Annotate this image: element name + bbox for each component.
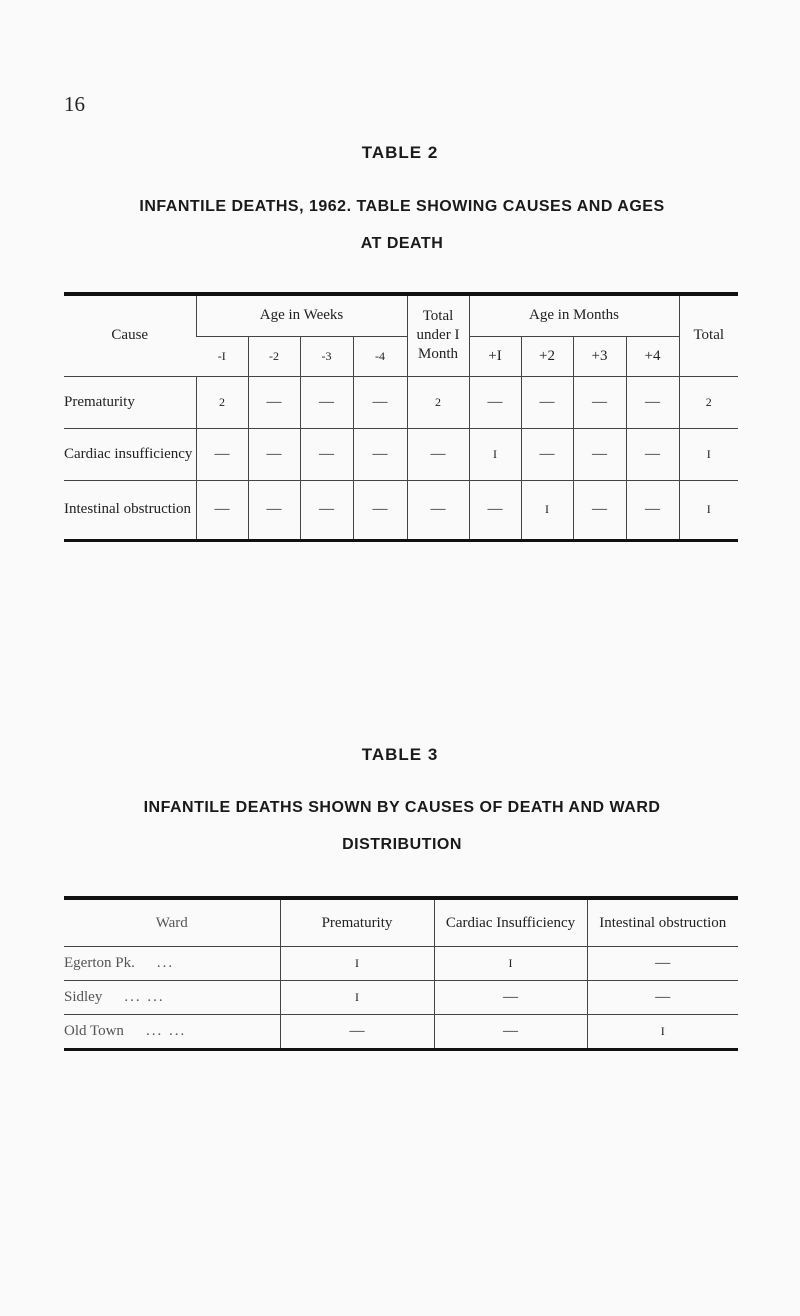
week-col: -4 — [353, 336, 407, 376]
week-col: -I — [196, 336, 248, 376]
table3-label: TABLE 3 — [361, 745, 439, 764]
ward-name: Sidley — [64, 989, 103, 1005]
causes-ages-table — [64, 292, 738, 542]
data-cell: — — [300, 480, 353, 540]
data-cell: — — [353, 376, 407, 428]
data-cell: — — [248, 376, 300, 428]
cause-cell: Intestinal obstruction — [64, 480, 196, 540]
data-cell: — — [248, 428, 300, 480]
header-cause: Cause — [64, 294, 196, 376]
data-cell: — — [300, 428, 353, 480]
header-ward: Ward — [64, 898, 280, 947]
header-cardiac: Cardiac Insufficiency — [434, 898, 587, 947]
data-cell: I — [280, 947, 434, 981]
data-cell: 2 — [196, 376, 248, 428]
header-total-under-month: Total under I Month — [407, 294, 469, 376]
table-row — [64, 1015, 738, 1050]
leader-dots: ... ... — [124, 989, 165, 1005]
data-cell: — — [469, 480, 521, 540]
month-col: +4 — [626, 336, 679, 376]
data-cell: — — [353, 428, 407, 480]
data-cell: — — [353, 480, 407, 540]
data-cell: — — [573, 376, 626, 428]
week-col: -3 — [300, 336, 353, 376]
data-cell: — — [434, 1015, 587, 1050]
cause-cell: Prematurity — [64, 376, 196, 428]
ward-cell — [64, 1015, 280, 1050]
table2-label: TABLE 2 — [361, 143, 439, 162]
table2-caption — [62, 188, 742, 262]
data-cell: — — [521, 428, 573, 480]
data-cell: I — [434, 947, 587, 981]
leader-dots: ... ... — [145, 1023, 187, 1039]
table-row — [64, 376, 738, 428]
data-cell: — — [587, 981, 738, 1015]
table2-caption-line1: INFANTILE DEATHS, 1962. TABLE SHOWING CAUSES AND AGES — [139, 198, 665, 215]
data-cell: I — [280, 981, 434, 1015]
data-cell: — — [573, 480, 626, 540]
ward-name: Old Town — [64, 1023, 124, 1039]
header-intestinal: Intestinal obstruction — [587, 898, 738, 947]
data-cell: I — [679, 480, 738, 540]
data-cell: — — [626, 428, 679, 480]
header-prematurity: Prematurity — [280, 898, 434, 947]
data-cell: — — [280, 1015, 434, 1050]
data-cell: 2 — [679, 376, 738, 428]
table-row — [64, 428, 738, 480]
ward-distribution-table — [64, 896, 738, 1051]
data-cell: — — [248, 480, 300, 540]
ward-name: Egerton Pk. — [64, 955, 135, 971]
table-row — [64, 480, 738, 540]
data-cell: — — [196, 480, 248, 540]
data-cell: — — [573, 428, 626, 480]
data-cell: — — [434, 981, 587, 1015]
ward-cell — [64, 981, 280, 1015]
header-age-weeks: Age in Weeks — [196, 294, 407, 336]
data-cell: — — [196, 428, 248, 480]
data-cell: — — [407, 428, 469, 480]
data-cell: — — [469, 376, 521, 428]
table3-caption-line1: INFANTILE DEATHS SHOWN BY CAUSES OF DEATH AND WARD — [143, 799, 661, 816]
week-col: -2 — [248, 336, 300, 376]
table-row — [64, 947, 738, 981]
table-row — [64, 981, 738, 1015]
table3-caption — [62, 789, 742, 863]
page-number: 16 — [64, 92, 85, 116]
month-col: +I — [469, 336, 521, 376]
data-cell: I — [521, 480, 573, 540]
ward-cell — [64, 947, 280, 981]
data-cell: I — [469, 428, 521, 480]
data-cell: — — [521, 376, 573, 428]
data-cell: I — [679, 428, 738, 480]
data-cell: — — [587, 947, 738, 981]
data-cell: — — [407, 480, 469, 540]
month-col: +3 — [573, 336, 626, 376]
header-age-months: Age in Months — [469, 294, 679, 336]
cause-cell: Cardiac insufficiency — [64, 428, 196, 480]
month-col: +2 — [521, 336, 573, 376]
data-cell: — — [626, 480, 679, 540]
header-total: Total — [679, 294, 738, 376]
data-cell: I — [587, 1015, 738, 1050]
data-cell: 2 — [407, 376, 469, 428]
table2-caption-line2: AT DEATH — [360, 235, 444, 252]
data-cell: — — [626, 376, 679, 428]
table3-caption-line2: DISTRIBUTION — [342, 836, 462, 853]
leader-dots: ... — [156, 955, 175, 971]
data-cell: — — [300, 376, 353, 428]
